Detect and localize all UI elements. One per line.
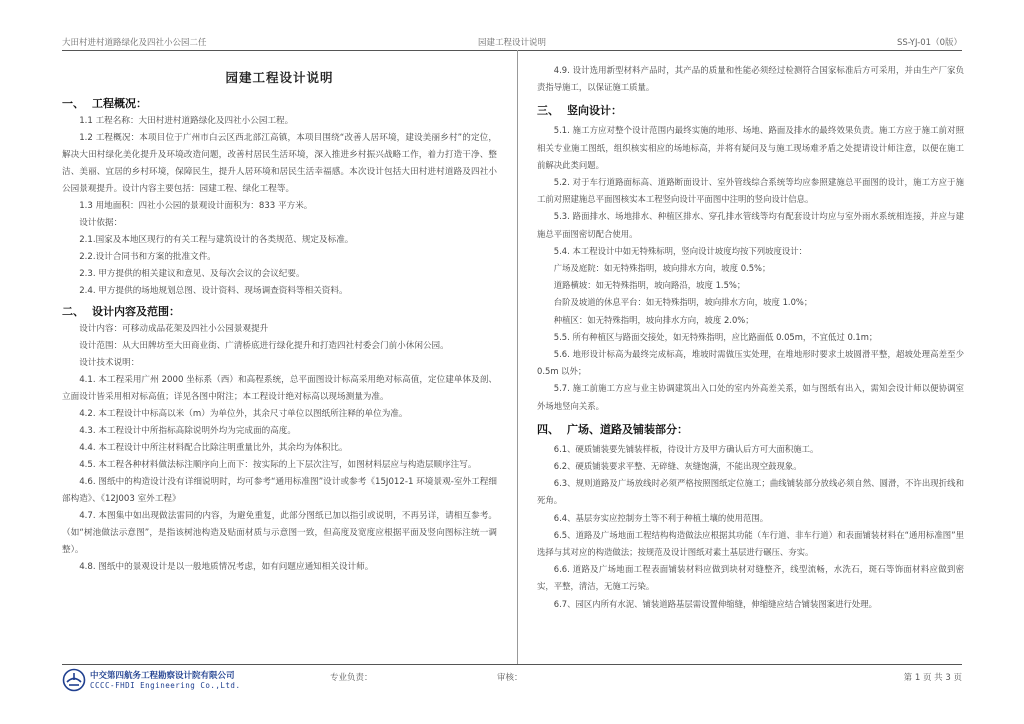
paragraph: 5.6. 地形设计标高为最终完成标高，堆坡时需做压实处理，在堆地形时要求土坡圆滑平整，超坡处理高差至少 0.5m 以外； <box>537 349 964 377</box>
paragraph: 5.3. 路面排水、场地排水、种植区排水、穿孔排水管线等均有配套设计均应与室外雨水系统相连接，并应与建施总平面图密切配合使用。 <box>537 211 964 239</box>
paragraph: 4.9. 设计选用新型材料产品时，其产品的质量和性能必须经过检测符合国家标准后方可采用，并由生产厂家负责指导施工，以保证施工质量。 <box>537 65 964 93</box>
paragraph: 6.7、园区内所有水泥、铺装道路基层需设置伸缩缝，伸缩缝应结合铺装图案进行处理。 <box>553 598 877 609</box>
section-number: 一、 <box>62 97 84 110</box>
paragraph: 6.5、道路及广场地面工程结构构造做法应根据其功能（车行道、非车行道）和表面铺装材料在“通用标准图”里选择与其对应的构造做法；按规范及设计图纸对素土基层进行碾压、夯实。 <box>537 529 964 558</box>
section-title: 设计内容及范围： <box>92 305 180 318</box>
section-heading-paving <box>537 421 964 437</box>
company-name-en: CCCC-FHDI Engineering Co.,Ltd. <box>90 681 241 690</box>
paragraph: 4.4. 本工程设计中所注材料配合比除注明重量比外，其余均为体积比。 <box>79 443 348 453</box>
header-drawing-number: SS-YJ-01（0版） <box>896 38 962 48</box>
paragraph: 5.4. 本工程设计中如无特殊标明，竖向设计坡度均按下列坡度设计： <box>553 245 807 256</box>
section-heading-overview <box>62 95 497 111</box>
paragraph: 4.5. 本工程各种材料做法标注顺序向上而下：按实际的上下层次注写，如图材料层应与构造层顺序注写。 <box>79 460 477 470</box>
paragraph: 种植区：如无特殊指明，坡向排水方向，坡度 2.0%； <box>553 314 754 325</box>
page-number: 第 1 页 共 3 页 <box>903 673 962 683</box>
paragraph: 5.5. 所有种植区与路面交接处，如无特殊指明，应比路面低 0.05m，不宜低过 0.1m； <box>553 331 878 342</box>
paragraph: 广场及庭院：如无特殊指明，坡向排水方向，坡度 0.5%； <box>553 263 771 274</box>
paragraph: 5.1. 施工方应对整个设计范围内最终实施的地形、场地、路面及排水的最终效果负责。施工方应于施工前对照相关专业施工图纸，组织核实相应的场地标高，并将有疑问及与施工现场难矛盾之处提请设计师注意，以便在施工前解决此类问题。 <box>537 125 964 170</box>
paragraph: 5.7. 施工前施工方应与业主协调建筑出入口处的室内外高差关系，如与图纸有出入，需知会设计师以便协调室外场地竖向关系。 <box>537 383 964 411</box>
section-heading-scope <box>62 303 497 319</box>
section-title: 广场、道路及铺装部分： <box>567 422 688 436</box>
section-title: 竖向设计： <box>567 104 622 118</box>
section-number: 三、 <box>537 104 559 118</box>
paragraph: 4.6. 图纸中的构造设计没有详细说明时，均可参考“通用标准图”设计或参考《15J012-1 环境景观-室外工程细部构造》、《12J003 室外工程》 <box>62 477 497 504</box>
column-divider <box>517 50 518 664</box>
header-rule <box>62 50 962 51</box>
section-number: 四、 <box>537 422 559 436</box>
right-column <box>537 62 964 660</box>
section-title: 工程概况： <box>92 97 147 110</box>
paragraph: 4.2. 本工程设计中标高以米（m）为单位外，其余尺寸单位以图纸所注释的单位为准。 <box>79 409 408 419</box>
paragraph: 道路横坡：如无特殊指明，坡向路沿，坡度 1.5%； <box>553 280 746 291</box>
paragraph: 4.8. 图纸中的景观设计是以一般地质情况考虑，如有问题应通知相关设计师。 <box>79 562 374 572</box>
left-column <box>62 58 497 660</box>
section-heading-vertical-design <box>537 102 964 118</box>
paragraph: 1.1 工程名称：大田村进村道路绿化及四社小公园工程。 <box>79 116 294 126</box>
paragraph: 设计内容：可移动成品花架及四社小公园景观提升 <box>79 324 269 334</box>
review-label: 审核： <box>497 673 523 683</box>
paragraph: 2.4. 甲方提供的场地规划总图、设计资料、现场调查资料等相关资料。 <box>79 286 348 296</box>
paragraph: 设计依据： <box>79 218 123 228</box>
paragraph: 4.3. 本工程设计中所指标高除说明外均为完成面的高度。 <box>79 426 296 436</box>
paragraph: 台阶及坡道的休息平台：如无特殊指明，坡向排水方向，坡度 1.0%； <box>553 297 813 308</box>
company-logo-icon <box>62 668 86 692</box>
paragraph: 2.1.国家及本地区现行的有关工程与建筑设计的各类规范、规定及标准。 <box>79 235 354 245</box>
paragraph: 6.6. 道路及广场地面工程表面铺装材料应做到块材对缝整齐，线型流畅，水洗石，斑石等饰面材料应做到密实，平整，清洁，无施工污染。 <box>537 564 964 592</box>
paragraph: 6.3、规则道路及广场放线时必须严格按照图纸定位施工；曲线铺装部分放线必须自然、圆滑，不许出现折线和死角。 <box>537 478 964 506</box>
section-number: 二、 <box>62 305 84 318</box>
header-doc-title: 园建工程设计说明 <box>477 38 547 48</box>
paragraph: 6.2、硬质铺装要求平整、无碎缝、灰缝饱满，不能出现空鼓现象。 <box>553 461 802 472</box>
paragraph: 5.2. 对于车行道路面标高、道路断面设计、室外管线综合系统等均应参照建施总平面图的设计，施工方应于施工前对照建施总平面图核实本工程竖向设计平面图中注明的竖向设计信息。 <box>537 177 964 205</box>
paragraph: 设计范围：从大田牌坊至大田商业街、广清桥底进行绿化提升和打造四社村委会门前小休闲公园。 <box>79 341 449 351</box>
page-footer <box>62 668 962 698</box>
paragraph: 2.2.设计合同书和方案的批准文件。 <box>79 252 216 262</box>
company-name-cn: 中交第四航务工程勘察设计院有限公司 <box>90 671 235 681</box>
footer-rule <box>62 664 962 665</box>
page-header <box>62 36 962 49</box>
paragraph: 1.2 工程概况：本项目位于广州市白云区西北部江高镇，本项目围绕“改善人居环境，建设美丽乡村”的定位，解决大田村绿化美化提升及环境改造问题，改善村居民生活环境，深入推进乡村振兴战略工作，着力打造干净、整洁、美丽、宜居的乡村环境，保障民生，提升人居环境和居民生活幸福感。本次设计包括大田村进村道路及四社小公园景观提升。设计内容主要包括：园建工程、绿化工程等。 <box>62 133 497 194</box>
header-project-name: 大田村进村道路绿化及四社小公园二任 <box>62 38 207 48</box>
paragraph: 2.3. 甲方提供的相关建议和意见、及每次会议的会议纪要。 <box>79 269 305 279</box>
paragraph: 6.4、基层夯实应控制夯土等不利于种植土壤的使用范围。 <box>553 512 769 523</box>
paragraph: 设计技术说明： <box>79 358 140 368</box>
paragraph: 6.1、硬质铺装要先铺装样板，待设计方及甲方确认后方可大面积施工。 <box>553 443 819 454</box>
page-title: 园建工程设计说明 <box>225 70 334 85</box>
paragraph: 4.1. 本工程采用广州 2000 坐标系（西）和高程系统，总平面图设计标高采用绝对标高值，定位建单体及剖、立面设计皆采用相对标高值；详见各图中附注；本工程设计绝对标高以现场测量为准。 <box>62 375 497 402</box>
responsible-label: 专业负责： <box>330 673 373 683</box>
paragraph: 4.7. 本图集中如出现做法雷同的内容，为避免重复，此部分图纸已加以指引或说明，不再另详，请相互参考。（如“树池做法示意图”，是指该树池构造及贴面材质与示意图一致，但高度及宽度应根据平面及竖向图标注统一调整）。 <box>62 511 497 555</box>
paragraph: 1.3 用地面积：四社小公园的景观设计面积为：833 平方米。 <box>79 201 313 211</box>
